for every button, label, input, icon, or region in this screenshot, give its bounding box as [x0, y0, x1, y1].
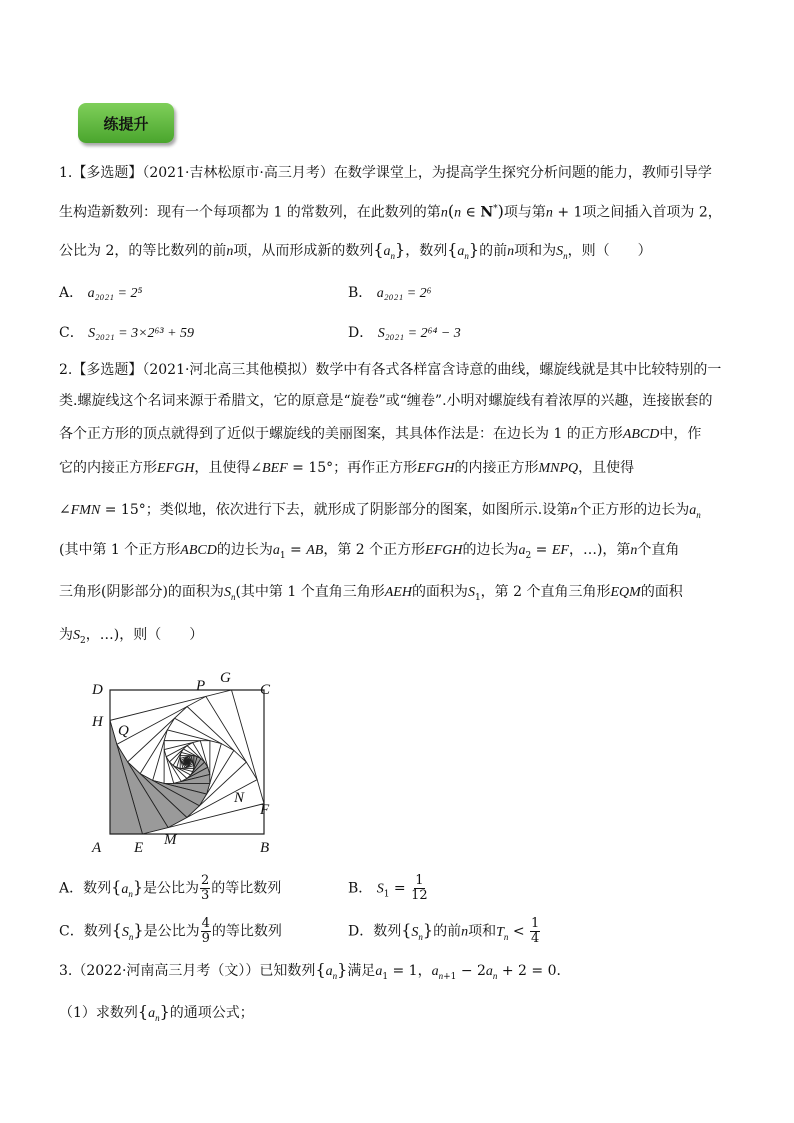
label-H: H [92, 714, 103, 730]
label-Q: Q [118, 723, 129, 739]
q2-option-a: A．数列$\{a_n\}$是公比为 $\frac{2}{3}$ 的等比数列 [59, 873, 282, 903]
q2-line7: 三角形(阴影部分)的面积为$S_n$(其中第 1 个直角三角形AEH的面积为$S_1$，第 2 个直角三角形EQM的面积 [59, 584, 683, 603]
q2-line2: 类.螺旋线这个名词来源于希腊文，它的原意是“旋卷”或“缠卷”.小明对螺旋线有着浓厚的兴趣，连接嵌套的 [59, 393, 713, 409]
q2-line5: ∠FMN = 15°；类似地，依次进行下去，就形成了阴影部分的图案，如图所示.设第n个正方形的边长为$a_n$ [59, 502, 701, 520]
label-A: A [92, 840, 102, 856]
q1-option-b: B． a₂₀₂₁ = 2⁶ [348, 285, 432, 301]
q1-option-d: D． S₂₀₂₁ = 2⁶⁴ − 3 [348, 325, 461, 341]
label-N: N [234, 790, 245, 806]
q2-line6: (其中第 1 个正方形ABCD的边长为$a_1$ = AB，第 2 个正方形EFGH的边长为$a_2$ = EF，…)，第n个直角 [59, 542, 680, 561]
label-P: P [196, 678, 206, 694]
label-C: C [260, 682, 271, 698]
q3-line1: 3.（2022·河南高三月考（文））已知数列$\{a_n\}$满足$a_1 = 1$，$a_{n+1} - 2a_n + 2 = 0$． [59, 960, 571, 982]
label-M: M [164, 832, 177, 848]
q3-sub1: （1）求数列$\{a_n\}$的通项公式； [59, 1002, 254, 1023]
q2-option-b: B． $S_1$ = $\frac{1}{12}$ [348, 873, 428, 903]
q1-line1: 1.【多选题】（2021·吉林松原市·高三月考）在数学课堂上，为提高学生探究分析问题的能力，教师引导学 [59, 165, 712, 181]
label-E: E [134, 840, 144, 856]
q2-line8: 为$S_2$，…)，则（ ） [59, 627, 204, 646]
label-F: F [260, 802, 270, 818]
spiral-squares-figure [88, 668, 284, 856]
q1-line3: 公比为 2，的等比数列的前n项，从而形成新的数列$\{a_n\}$，数列$\{a_n\}$的前n项和为$S_n$，则（ ） [59, 240, 652, 261]
label-B: B [260, 840, 270, 856]
q2-option-c: C．数列$\{S_n\}$是公比为 $\frac{4}{9}$ 的等比数列 [59, 916, 282, 946]
q2-line4: 它的内接正方形EFGH，且使得∠BEF = 15°；再作正方形EFGH的内接正方形MNPQ，且使得 [59, 460, 635, 476]
q1-line2: 生构造新数列：现有一个每项都为 1 的常数列，在此数列的第n(n ∈ N*)项与第n + 1项之间插入首项为 2， [59, 201, 722, 221]
label-G: G [220, 670, 231, 686]
q2-line3: 各个正方形的顶点就得到了近似于螺旋线的美丽图案，其具体作法是：在边长为 1 的正方形ABCD中，作 [59, 426, 702, 442]
q1-option-c: C． S₂₀₂₁ = 3×2⁶³ + 59 [59, 325, 195, 341]
q1-option-a: A． a₂₀₂₁ = 2⁵ [59, 285, 143, 301]
q2-line1: 2.【多选题】（2021·河北高三其他模拟）数学中有各式各样富含诗意的曲线，螺旋线就是其中比较特别的一 [59, 362, 722, 378]
q2-option-d: D．数列$\{S_n\}$的前n项和$T_n$ < $\frac{1}{4}$ [348, 916, 540, 946]
section-banner: 练提升 [78, 103, 174, 143]
label-D: D [92, 682, 103, 698]
